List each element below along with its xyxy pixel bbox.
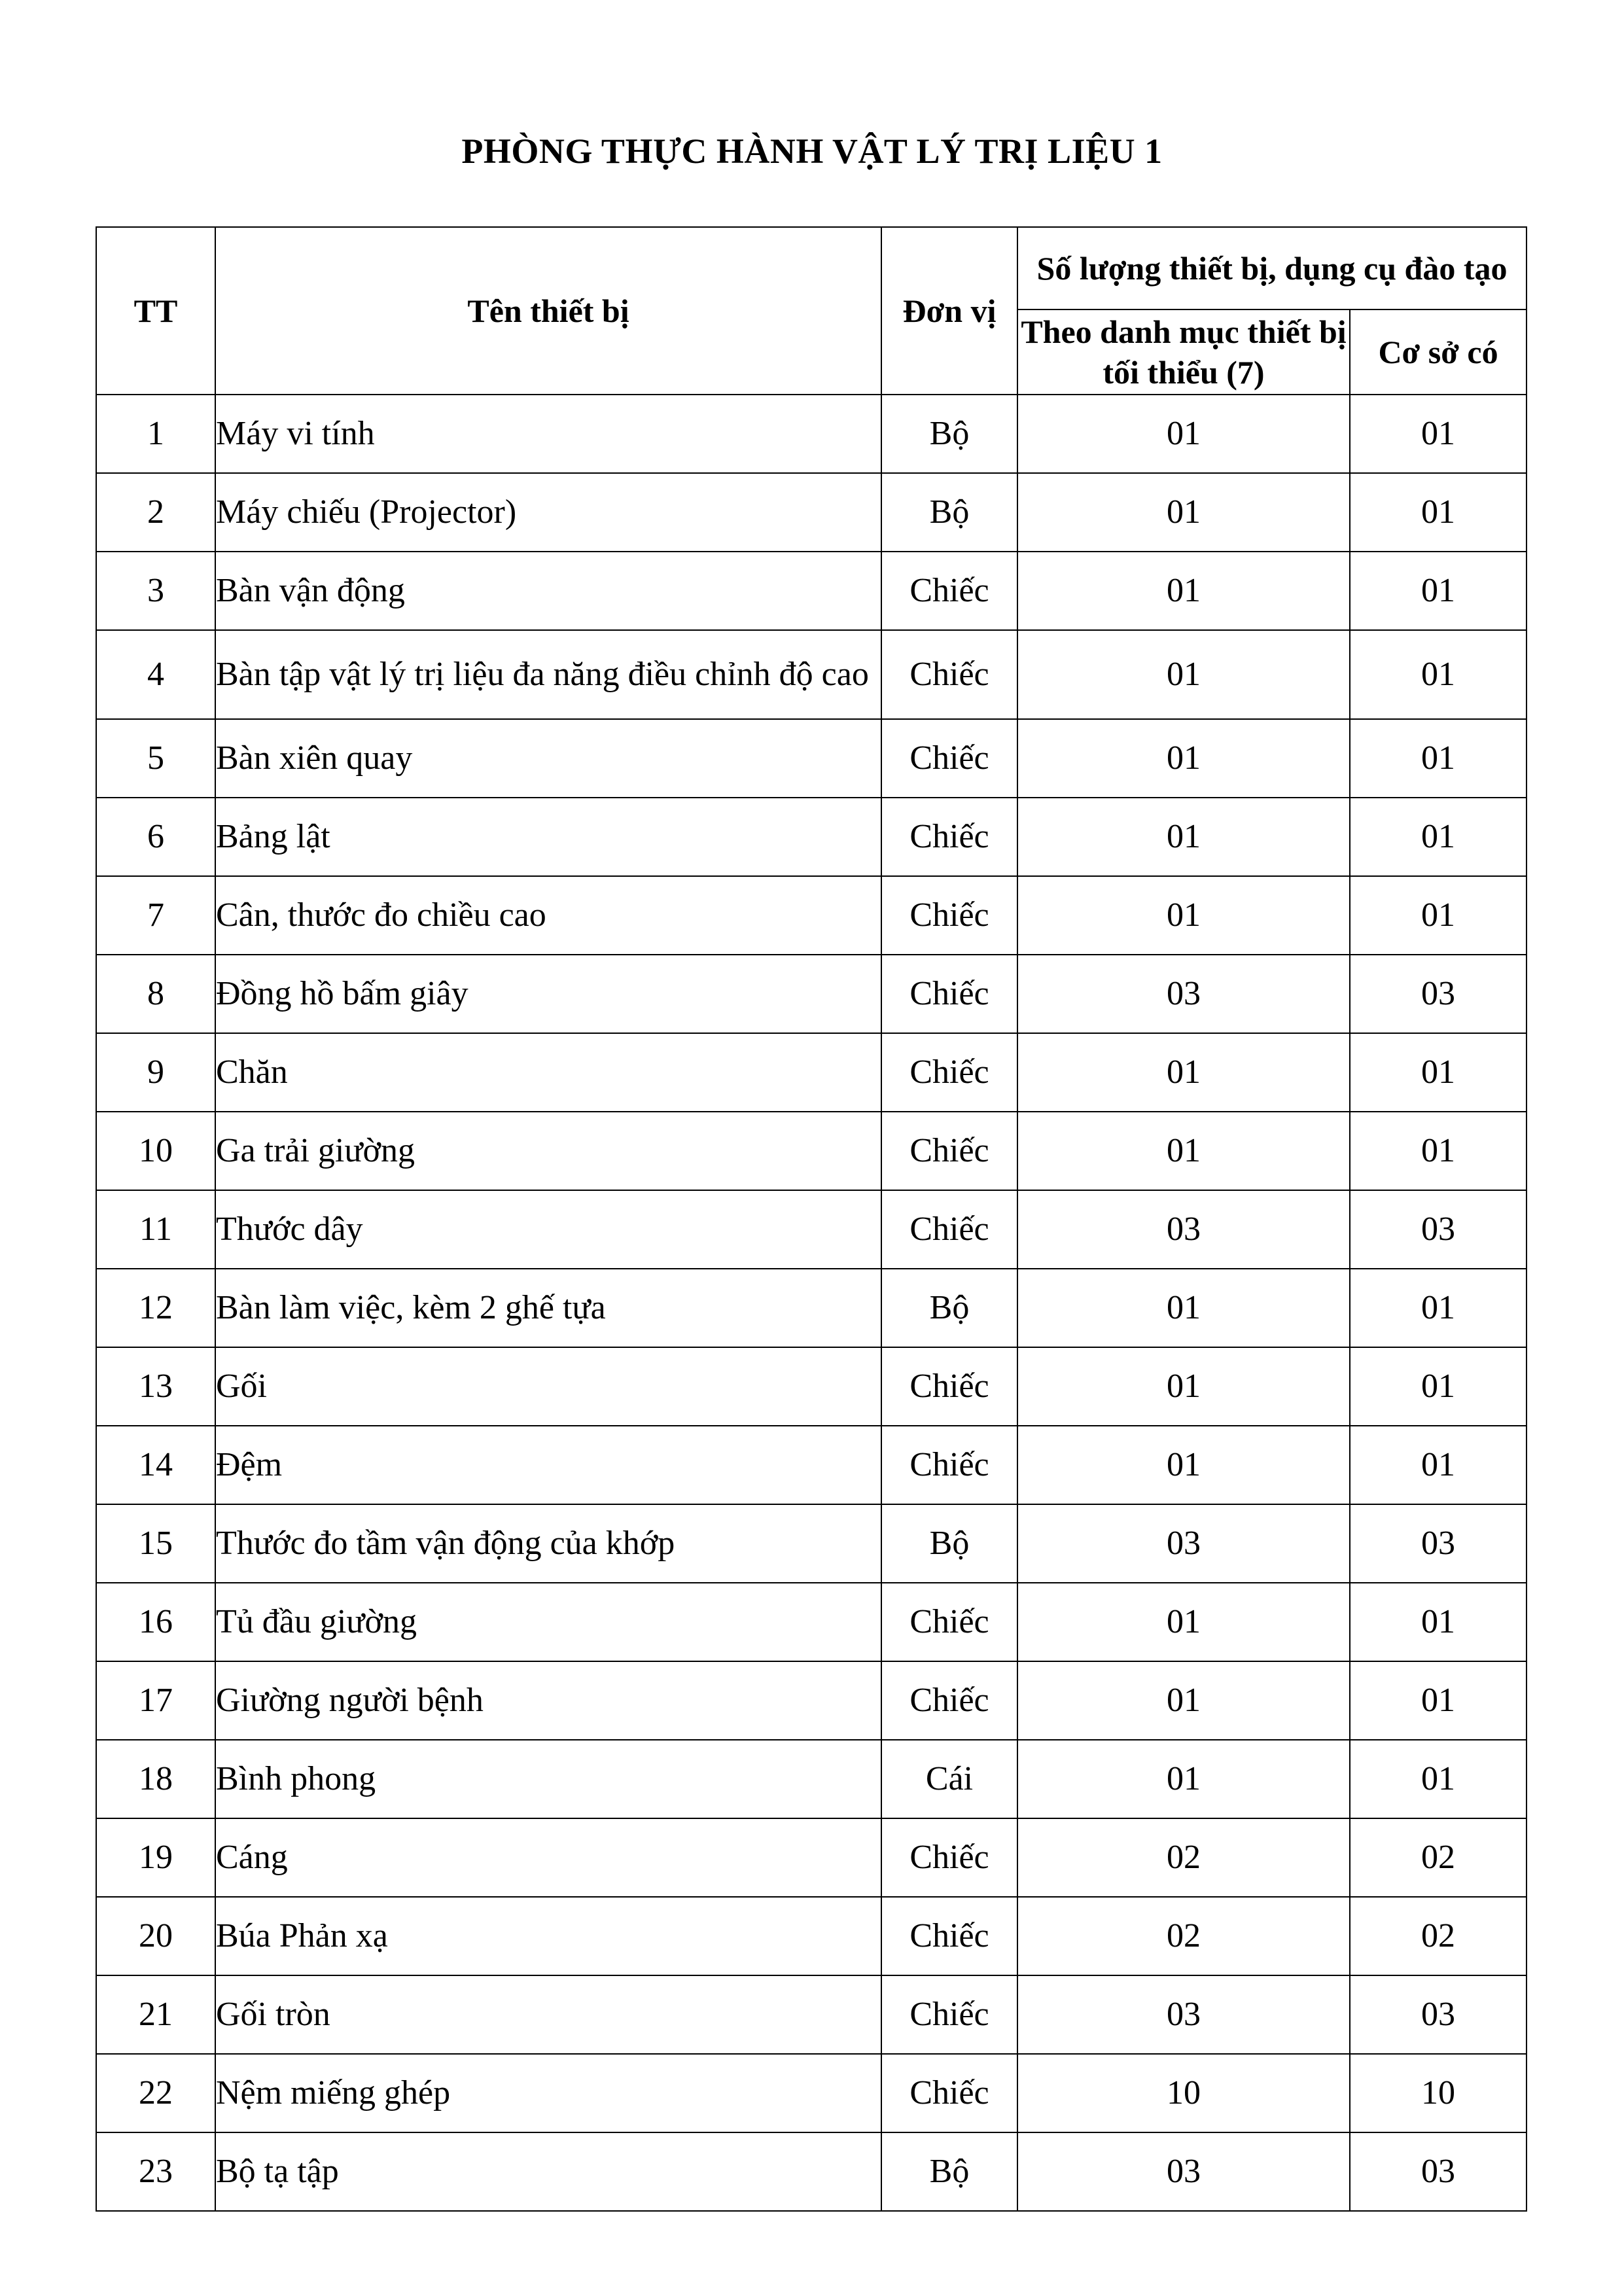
cell-name: Thước đo tầm vận động của khớp [215, 1504, 881, 1583]
cell-minimum: 01 [1017, 395, 1350, 473]
cell-unit: Chiếc [881, 552, 1017, 630]
cell-tt: 13 [96, 1347, 215, 1426]
cell-available: 01 [1350, 876, 1527, 955]
cell-unit: Bộ [881, 1504, 1017, 1583]
cell-name: Bảng lật [215, 798, 881, 876]
cell-tt: 16 [96, 1583, 215, 1661]
cell-available: 03 [1350, 955, 1527, 1033]
cell-unit: Chiếc [881, 1897, 1017, 1975]
cell-name: Bàn làm việc, kèm 2 ghế tựa [215, 1269, 881, 1347]
cell-minimum: 01 [1017, 552, 1350, 630]
cell-tt: 19 [96, 1818, 215, 1897]
cell-tt: 3 [96, 552, 215, 630]
cell-minimum: 01 [1017, 798, 1350, 876]
cell-name: Gối tròn [215, 1975, 881, 2054]
cell-name: Nệm miếng ghép [215, 2054, 881, 2132]
cell-unit: Chiếc [881, 1033, 1017, 1112]
cell-name: Cân, thước đo chiều cao [215, 876, 881, 955]
cell-tt: 5 [96, 719, 215, 798]
cell-available: 01 [1350, 1347, 1527, 1426]
cell-available: 01 [1350, 1426, 1527, 1504]
table-row [96, 1033, 1527, 1112]
table-row [96, 798, 1527, 876]
cell-unit: Chiếc [881, 1818, 1017, 1897]
table-row [96, 1190, 1527, 1269]
table-row [96, 1112, 1527, 1190]
cell-name: Bộ tạ tập [215, 2132, 881, 2211]
table-row [96, 473, 1527, 552]
cell-tt: 7 [96, 876, 215, 955]
cell-unit: Bộ [881, 2132, 1017, 2211]
cell-minimum: 01 [1017, 1112, 1350, 1190]
cell-available: 01 [1350, 1033, 1527, 1112]
cell-name: Giường người bệnh [215, 1661, 881, 1740]
cell-minimum: 01 [1017, 1740, 1350, 1818]
table-row [96, 955, 1527, 1033]
cell-minimum: 01 [1017, 719, 1350, 798]
cell-available: 01 [1350, 1583, 1527, 1661]
cell-tt: 22 [96, 2054, 215, 2132]
table-row [96, 1269, 1527, 1347]
cell-available: 01 [1350, 395, 1527, 473]
table-row [96, 1740, 1527, 1818]
table-row [96, 719, 1527, 798]
table-row [96, 876, 1527, 955]
header-available: Cơ sở có [1350, 309, 1527, 395]
cell-tt: 23 [96, 2132, 215, 2211]
cell-name: Bàn xiên quay [215, 719, 881, 798]
table-body [96, 395, 1527, 2211]
cell-tt: 1 [96, 395, 215, 473]
cell-tt: 2 [96, 473, 215, 552]
cell-tt: 12 [96, 1269, 215, 1347]
header-quantity-group: Số lượng thiết bị, dụng cụ đào tạo [1017, 227, 1527, 309]
table-header-row [96, 227, 1527, 309]
cell-unit: Chiếc [881, 2054, 1017, 2132]
cell-name: Đồng hồ bấm giây [215, 955, 881, 1033]
cell-available: 01 [1350, 798, 1527, 876]
cell-minimum: 02 [1017, 1897, 1350, 1975]
header-name: Tên thiết bị [215, 227, 881, 395]
cell-available: 01 [1350, 473, 1527, 552]
table-row [96, 1426, 1527, 1504]
cell-name: Máy chiếu (Projector) [215, 473, 881, 552]
cell-tt: 21 [96, 1975, 215, 2054]
cell-available: 01 [1350, 1112, 1527, 1190]
cell-name: Bàn vận động [215, 552, 881, 630]
cell-unit: Chiếc [881, 630, 1017, 719]
cell-name: Chăn [215, 1033, 881, 1112]
page-title: PHÒNG THỰC HÀNH VẬT LÝ TRỊ LIỆU 1 [461, 132, 1163, 171]
cell-unit: Bộ [881, 1269, 1017, 1347]
cell-name: Thước dây [215, 1190, 881, 1269]
cell-minimum: 01 [1017, 1347, 1350, 1426]
cell-name: Cáng [215, 1818, 881, 1897]
cell-tt: 4 [96, 630, 215, 719]
cell-minimum: 02 [1017, 1818, 1350, 1897]
cell-unit: Chiếc [881, 1347, 1017, 1426]
cell-name: Tủ đầu giường [215, 1583, 881, 1661]
table-row [96, 1504, 1527, 1583]
cell-minimum: 03 [1017, 2132, 1350, 2211]
cell-available: 10 [1350, 2054, 1527, 2132]
cell-available: 03 [1350, 1975, 1527, 2054]
table-row [96, 1975, 1527, 2054]
cell-tt: 10 [96, 1112, 215, 1190]
cell-tt: 8 [96, 955, 215, 1033]
cell-unit: Chiếc [881, 798, 1017, 876]
cell-name: Ga trải giường [215, 1112, 881, 1190]
table-row [96, 1897, 1527, 1975]
cell-unit: Chiếc [881, 1583, 1017, 1661]
cell-minimum: 01 [1017, 1426, 1350, 1504]
cell-tt: 14 [96, 1426, 215, 1504]
cell-minimum: 03 [1017, 1504, 1350, 1583]
cell-available: 03 [1350, 1504, 1527, 1583]
header-tt: TT [96, 227, 215, 395]
cell-minimum: 01 [1017, 876, 1350, 955]
cell-tt: 18 [96, 1740, 215, 1818]
cell-name: Gối [215, 1347, 881, 1426]
cell-unit: Chiếc [881, 1190, 1017, 1269]
cell-unit: Chiếc [881, 719, 1017, 798]
cell-minimum: 01 [1017, 630, 1350, 719]
cell-tt: 11 [96, 1190, 215, 1269]
cell-available: 01 [1350, 719, 1527, 798]
cell-unit: Chiếc [881, 955, 1017, 1033]
cell-name: Búa Phản xạ [215, 1897, 881, 1975]
header-unit: Đơn vị [881, 227, 1017, 395]
cell-minimum: 01 [1017, 473, 1350, 552]
table-row [96, 2132, 1527, 2211]
cell-unit: Cái [881, 1740, 1017, 1818]
cell-available: 01 [1350, 630, 1527, 719]
cell-available: 02 [1350, 1897, 1527, 1975]
cell-tt: 9 [96, 1033, 215, 1112]
cell-minimum: 10 [1017, 2054, 1350, 2132]
table-row [96, 395, 1527, 473]
cell-minimum: 01 [1017, 1269, 1350, 1347]
table-row [96, 2054, 1527, 2132]
cell-name: Đệm [215, 1426, 881, 1504]
cell-unit: Chiếc [881, 1661, 1017, 1740]
table-row [96, 552, 1527, 630]
table-row [96, 1583, 1527, 1661]
table-row [96, 1347, 1527, 1426]
cell-name: Máy vi tính [215, 395, 881, 473]
cell-minimum: 03 [1017, 955, 1350, 1033]
table-row [96, 1818, 1527, 1897]
cell-available: 01 [1350, 1740, 1527, 1818]
table-row [96, 1661, 1527, 1740]
cell-available: 01 [1350, 1661, 1527, 1740]
cell-minimum: 01 [1017, 1583, 1350, 1661]
cell-name: Bàn tập vật lý trị liệu đa năng điều chỉnh độ cao [215, 630, 881, 719]
cell-unit: Chiếc [881, 1112, 1017, 1190]
cell-unit: Bộ [881, 395, 1017, 473]
cell-minimum: 01 [1017, 1661, 1350, 1740]
cell-tt: 17 [96, 1661, 215, 1740]
cell-unit: Chiếc [881, 876, 1017, 955]
cell-unit: Chiếc [881, 1426, 1017, 1504]
cell-available: 03 [1350, 2132, 1527, 2211]
cell-tt: 15 [96, 1504, 215, 1583]
cell-available: 01 [1350, 1269, 1527, 1347]
cell-unit: Bộ [881, 473, 1017, 552]
cell-tt: 6 [96, 798, 215, 876]
equipment-table [96, 226, 1527, 2212]
header-minimum: Theo danh mục thiết bị tối thiểu (7) [1017, 309, 1350, 395]
cell-tt: 20 [96, 1897, 215, 1975]
table-row [96, 630, 1527, 719]
cell-available: 01 [1350, 552, 1527, 630]
cell-minimum: 01 [1017, 1033, 1350, 1112]
cell-minimum: 03 [1017, 1190, 1350, 1269]
cell-name: Bình phong [215, 1740, 881, 1818]
cell-available: 02 [1350, 1818, 1527, 1897]
cell-minimum: 03 [1017, 1975, 1350, 2054]
cell-unit: Chiếc [881, 1975, 1017, 2054]
cell-available: 03 [1350, 1190, 1527, 1269]
